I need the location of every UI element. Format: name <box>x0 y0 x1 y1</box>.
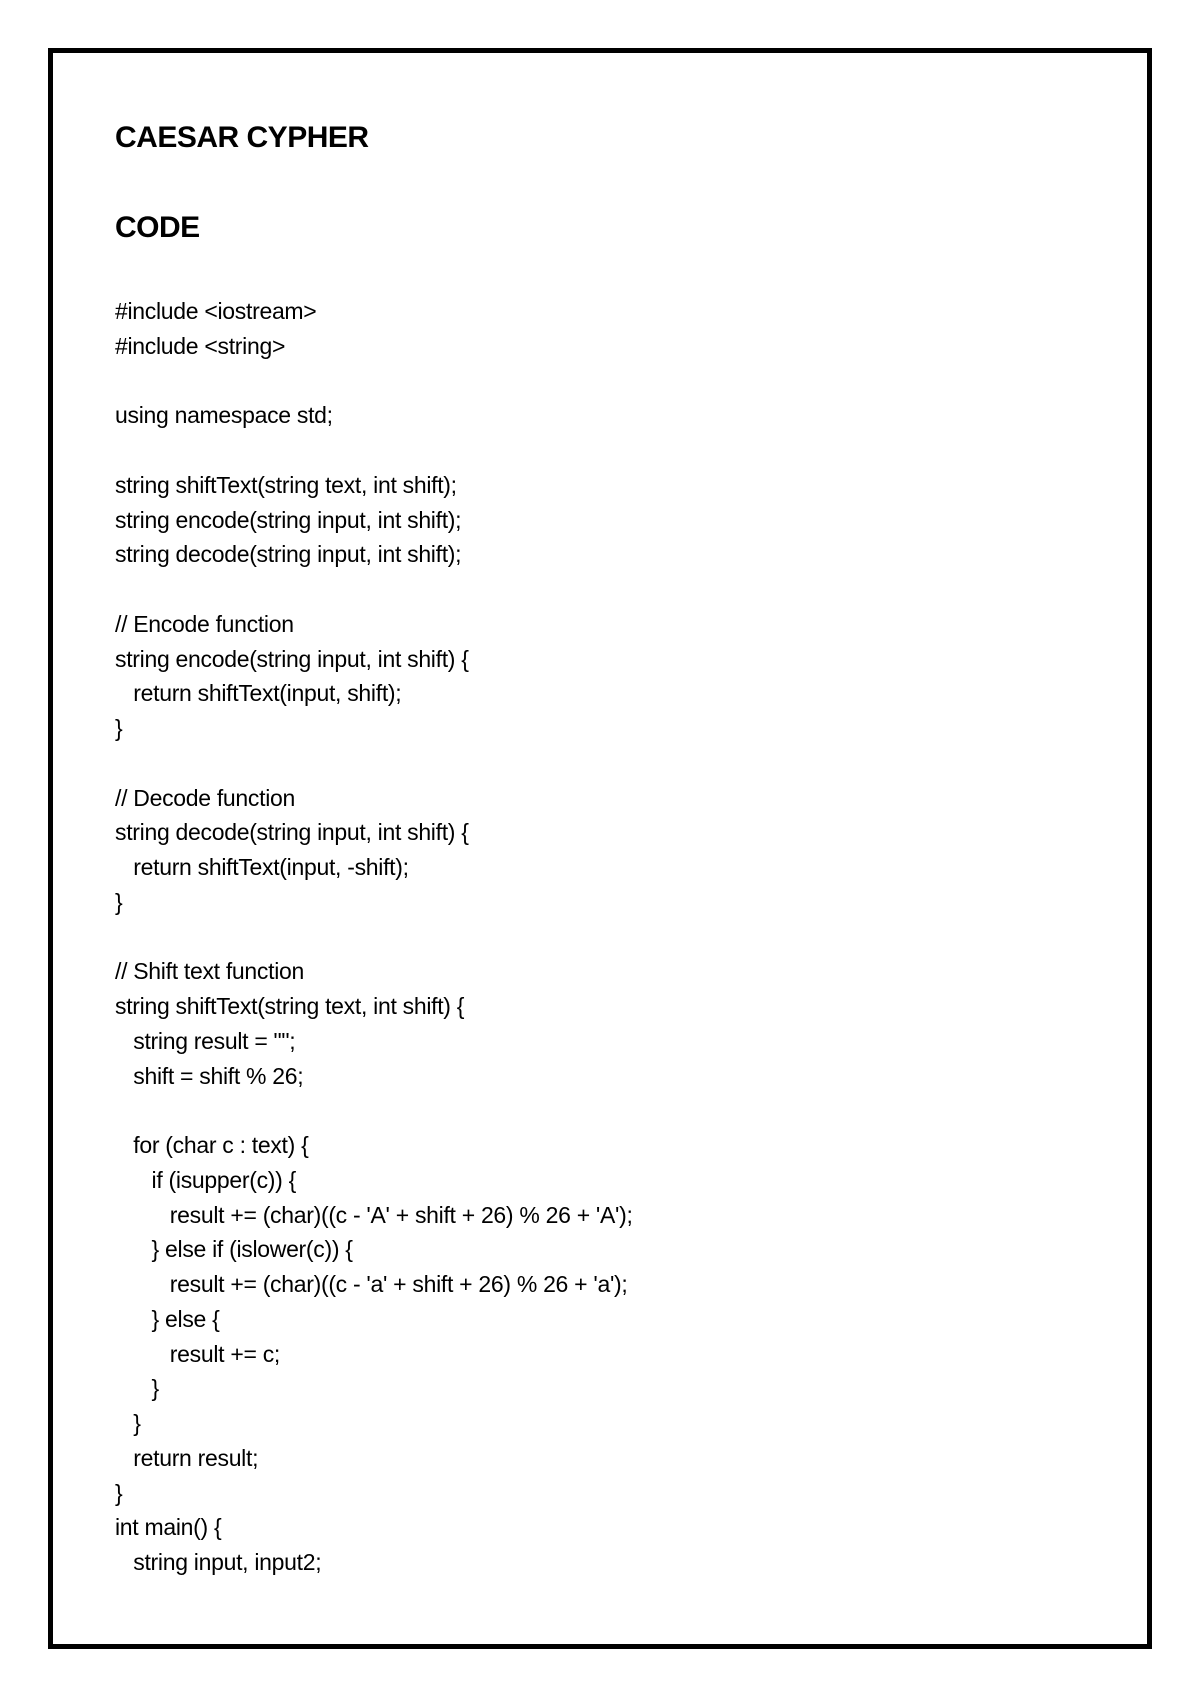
code-line: string shiftText(string text, int shift); <box>115 471 457 498</box>
code-line: } <box>115 1410 141 1436</box>
code-line: // Decode function <box>115 784 295 811</box>
code-line: result += c; <box>115 1340 280 1367</box>
code-line: string decode(string input, int shift) { <box>115 819 469 846</box>
code-line: using namespace std; <box>115 402 333 429</box>
code-line: string input, input2; <box>115 1549 322 1575</box>
code-line: } else { <box>115 1305 220 1332</box>
code-listing <box>115 294 1115 1580</box>
code-line <box>115 1093 1115 1128</box>
code-line: return shiftText(input, shift); <box>115 680 402 707</box>
code-line <box>115 433 1115 468</box>
code-line <box>115 572 1115 607</box>
code-line: string result = ""; <box>115 1027 296 1054</box>
code-line: return shiftText(input, -shift); <box>115 854 409 880</box>
code-line <box>115 364 1115 399</box>
code-line: } <box>115 715 123 741</box>
code-line: #include <iostream> <box>115 298 317 324</box>
code-line: } <box>115 888 123 915</box>
code-line: } <box>115 1375 159 1402</box>
code-line: if (isupper(c)) { <box>115 1166 296 1193</box>
code-line: result += (char)((c - 'A' + shift + 26) % 26 + 'A'); <box>115 1201 633 1228</box>
section-heading-code: CODE <box>115 211 200 244</box>
code-line: } else if (islower(c)) { <box>115 1236 353 1263</box>
code-line: } <box>115 1479 123 1506</box>
code-line: result += (char)((c - 'a' + shift + 26) % 26 + 'a'); <box>115 1271 628 1297</box>
code-line: string encode(string input, int shift) { <box>115 645 469 672</box>
code-line: for (char c : text) { <box>115 1132 309 1158</box>
code-line: int main() { <box>115 1514 222 1541</box>
code-line: shift = shift % 26; <box>115 1062 304 1089</box>
code-line: // Shift text function <box>115 958 305 985</box>
code-line <box>115 746 1115 781</box>
code-line <box>115 920 1115 955</box>
code-line: // Encode function <box>115 610 294 637</box>
document-title: CAESAR CYPHER <box>115 121 369 154</box>
code-line: string shiftText(string text, int shift) { <box>115 993 465 1019</box>
code-line: string encode(string input, int shift); <box>115 506 462 533</box>
code-line: return result; <box>115 1444 259 1471</box>
code-line: #include <string> <box>115 332 286 359</box>
code-line: string decode(string input, int shift); <box>115 541 462 568</box>
